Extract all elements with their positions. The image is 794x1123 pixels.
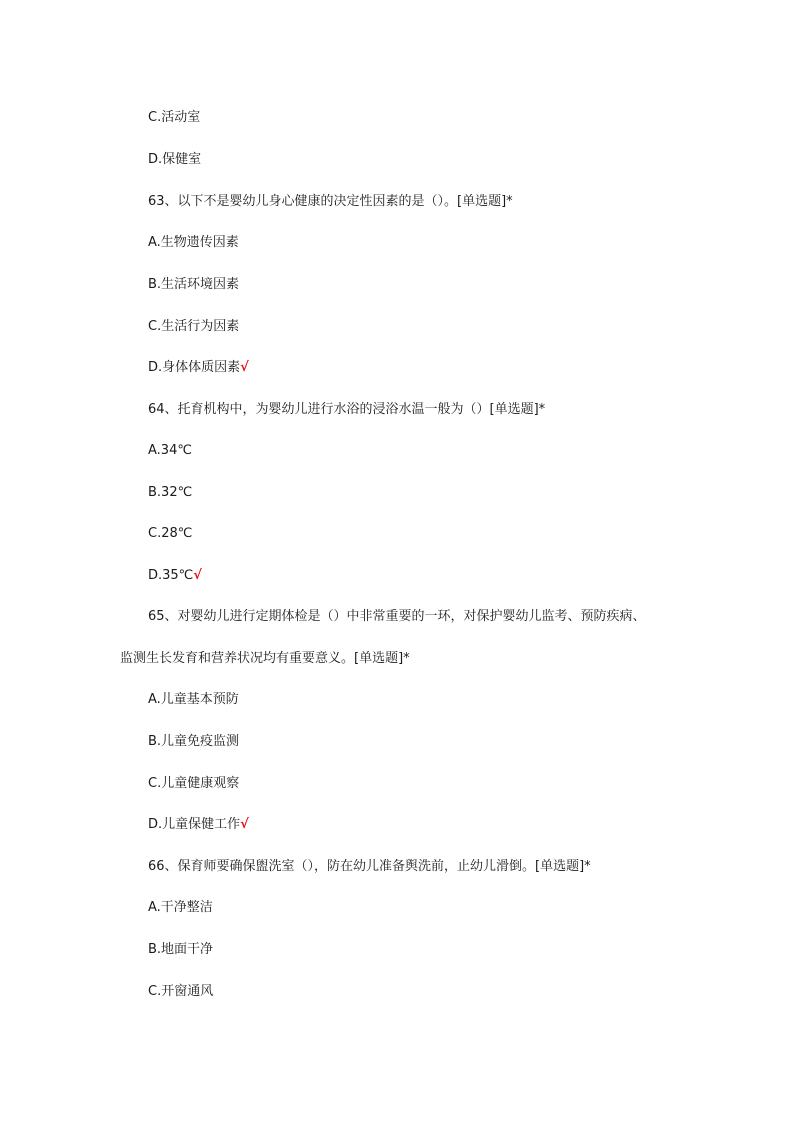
line-text: A.儿童基本预防 — [148, 692, 239, 707]
line-text: B.地面干净 — [148, 942, 214, 957]
line-text: C.活动室 — [148, 110, 201, 125]
option-line — [148, 525, 192, 543]
line-text: A.生物遗传因素 — [148, 235, 239, 250]
option-line — [148, 109, 200, 127]
line-text: 63、以下不是婴幼儿身心健康的决定性因素的是（）。[单选题]* — [148, 194, 513, 209]
option-line — [148, 442, 192, 460]
question-line — [148, 858, 591, 876]
option-line — [148, 983, 213, 1001]
line-text: B.生活环境因素 — [148, 277, 240, 292]
line-text: 65、对婴幼儿进行定期体检是（）中非常重要的一环，对保护婴幼儿监考、预防疾病、 — [148, 609, 646, 624]
line-text: A.干净整洁 — [148, 900, 213, 915]
option-line — [148, 816, 249, 834]
question-line — [148, 608, 646, 626]
option-line — [148, 567, 202, 585]
option-line — [148, 484, 192, 502]
option-line — [148, 691, 239, 709]
option-line — [148, 318, 239, 336]
line-text: C.生活行为因素 — [148, 319, 240, 334]
correct-answer-checkmark: √ — [193, 568, 202, 583]
option-line — [148, 941, 213, 959]
line-text: B.儿童免疫监测 — [148, 734, 240, 749]
option-line — [148, 359, 249, 377]
correct-answer-checkmark: √ — [240, 817, 249, 832]
option-line — [148, 276, 239, 294]
option-line — [148, 899, 213, 917]
question-line-continuation — [120, 650, 410, 668]
line-text: 监测生长发育和营养状况均有重要意义。[单选题]* — [120, 651, 410, 666]
line-text: C.28℃ — [148, 526, 193, 541]
line-text: D.儿童保健工作 — [148, 817, 241, 832]
line-text: D.身体体质因素 — [148, 360, 241, 375]
question-line — [148, 401, 545, 419]
line-text: C.儿童健康观察 — [148, 776, 240, 791]
line-text: D.保健室 — [148, 152, 202, 167]
line-text: B.32℃ — [148, 485, 193, 500]
option-line — [148, 733, 239, 751]
line-text: D.35℃ — [148, 568, 194, 583]
line-text: 66、保育师要确保盥洗室（），防在幼儿准备舆洗前，止幼儿滑倒。[单选题]* — [148, 859, 591, 874]
line-text: C.开窗通风 — [148, 984, 214, 999]
question-line — [148, 193, 513, 211]
option-line — [148, 234, 239, 252]
line-text: 64、托育机构中，为婴幼儿进行水浴的浸浴水温一般为（）[单选题]* — [148, 402, 546, 417]
line-text: A.34℃ — [148, 443, 192, 458]
option-line — [148, 775, 239, 793]
option-line — [148, 151, 201, 169]
correct-answer-checkmark: √ — [240, 360, 249, 375]
